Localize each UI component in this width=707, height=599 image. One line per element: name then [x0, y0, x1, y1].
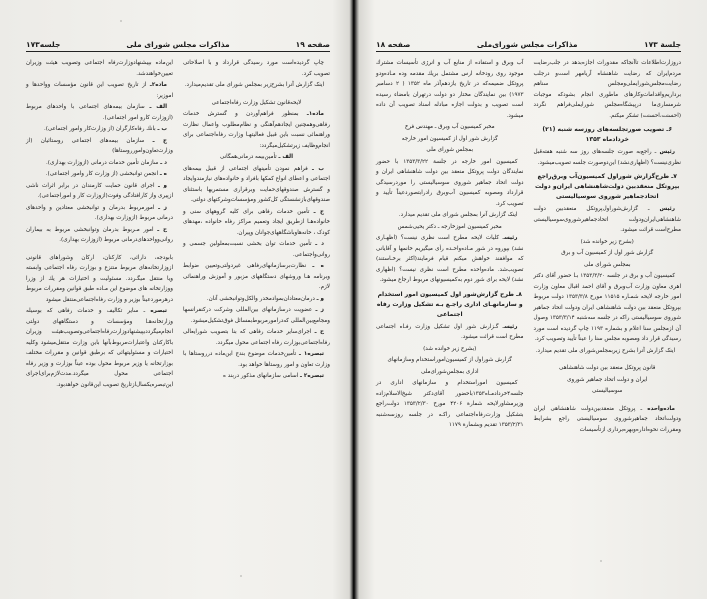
paragraph-text: اسامی سازمانهای مذکور دربند ه	[223, 373, 301, 379]
column-left	[26, 58, 173, 539]
paragraph	[376, 233, 524, 286]
paragraph-text: (بشرح زیر خوانده شد)	[423, 345, 477, 352]
clause-label: ج ـ	[313, 208, 324, 215]
paragraph-text: فراهم نمودن تأمینهای اجتماعی از قبیل بیمه‌های اجتماعی و اعطای انواع کمکها بافراد و خانواده‌های نیازمندوایجاد و گسترش صندوقهای‌حمایت وبرقراری مستمریها باستثنای صندوقهای‌بازنشستگی کل‌کشور ومؤسسات‌وشرکتهای دولتی.	[183, 165, 330, 203]
section-heading	[376, 290, 524, 320]
clause-label: تبصره۱ ـ	[299, 351, 325, 357]
paragraph-text: مخبر کمیسیون آب وبرق ـ مهندس فرخ	[404, 124, 495, 130]
centered-line	[534, 237, 682, 248]
paragraph	[183, 371, 330, 382]
paragraph	[183, 80, 330, 91]
paragraph-text: ـ کلیات لایحه مطرح است نظری نیست؟ (اظهـاری نشد) بپوروه در شور مـاده‌واحـده رأی میگیریم خانمها و آقایانی که موافقند خواهش میکنم قیام فرمایند(اکثر برخـاستند) تصویب‌شد. ماده‌واحده مطرح است نظری نیست؟ (اظهاری نشد) لایحه برای شور دوم به‌کمیسیونهای مربوط ارجاع میشود.	[376, 235, 524, 283]
paragraph	[26, 158, 173, 169]
section-heading	[534, 172, 682, 202]
paragraph-text: گزارش شوراول از کمیسیون‌امور‌استخدام وسازمانهای	[387, 357, 512, 363]
clause-label: ه ـ	[159, 171, 167, 177]
clause-label: و ـ	[157, 182, 167, 189]
paragraph-text: بمنظور فراهم‌آوردن و گسترش خدمات رفاهی‌وهمچنین ایجادهم‌آهنگی و نظام‌مطلوب واعمال نظارت وراهنمائی نسبت باین قبیل فعالیتهـا وزارت رفاه‌اجتماعی برای انجام‌وظایف زیرتشکیل‌میگردد:	[183, 111, 330, 149]
paragraph-text: دروزارت‌اطلاعات تاآنجاکه مقدورات اجازه‌بدهد در جلب‌رضایت مردم‌ایران که رضایت شاهنشاه آریامهر است‌و درجلب رضایت‌مجلس‌شورایملی‌ومجلس سناهم برداریم‌واقدامات‌وکارهای ماطوری انجام بشودکه موجبات شرمساری‌ما درپیشگاه‌مجلس شورایملی‌فراهم نگردد (احسنت،احسنت) تشکر میکنم.	[533, 60, 681, 119]
page-19	[0, 0, 352, 599]
paragraph-text: (بشرح زیر خوانده شد)	[580, 238, 634, 245]
clause-label: و ـ	[316, 295, 324, 302]
paragraph	[183, 305, 330, 326]
centered-line	[376, 367, 524, 378]
paragraph	[534, 346, 682, 357]
clause-label: رئیس	[659, 206, 675, 212]
paragraph-text: اینک گزارش آنرا بشرح زیربمجلس‌شورای ملی تقدیم میدارد.	[535, 347, 675, 354]
paragraph	[183, 164, 330, 206]
clause-label: ماده۱ـ	[306, 111, 324, 117]
paragraph-text: بمجلس شورای ملی	[426, 147, 474, 153]
paragraph	[534, 204, 682, 236]
paragraph	[183, 294, 330, 305]
clause-label: ه ـ	[312, 263, 324, 269]
page-header	[26, 40, 330, 52]
clause-label: ز ـ	[315, 307, 324, 313]
paragraph	[26, 306, 173, 390]
paragraph-text: تأمین‌بیمه درمانی‌همگانی	[219, 154, 279, 160]
clause-label: د ـ	[160, 159, 167, 166]
session-number: جلسة ۱۷۳	[644, 40, 681, 49]
clause-label: الف ـ	[278, 154, 294, 160]
paragraph-text: اداری بمجلس‌شورای‌ملی	[420, 368, 479, 375]
clause-label: ح ـ	[314, 329, 324, 335]
paragraph	[26, 253, 173, 306]
paragraph	[183, 58, 330, 79]
paragraph-text: مخبر کمیسیون اموزخارجه ـ دکتر یحیی‌شمس	[397, 223, 502, 230]
paragraph	[183, 239, 330, 260]
page-header	[376, 40, 681, 52]
paragraph-text: کمیسیون امور خارجه در جلسة ۱۳۵۳/۳/۲۲ با حضور نمایندگان دولت پروتکل منعقد بین دولت شاهنشاهی ایران و دولت اتحاد جماهیر شوروی سوسیالیستی را موردرسیدگی قرارداد ومصوبه کمیسیون آب‌وبرق رادرابتصوردعیناً تأیید و تصویب کرد.	[376, 158, 524, 207]
text-columns	[376, 58, 681, 539]
column-left	[376, 58, 524, 539]
scan-speck	[240, 575, 242, 577]
paragraph	[183, 261, 330, 293]
paragraph-text: امورمربوط بدرمان و توانبخشی معتادین و واحدهای درمانی مربوط (ازوزارت بهداری).	[26, 204, 173, 221]
paragraph-text: کمیسیون آب و برق در جلسه ۱۳۵۳/۳/۲۰ بـا حضور آقای دکتر اهری معاون وزارت آب‌وبرق و آقای احمد اقبال معاون وزارت امور خارجه لایحه شمـاره ۱۱۵۱۵ مورخ ۱۳۵۳/۳/۸ دولت مربوط بپروتکل منعقد بین دولت شاهنشاهی ایران ودولت اتحاد جماهیر شوروی سوسیالیستی راکه در جلسه سه‌شنبه ۱۳۵۳/۳/۱۴ وصول آن ازمجلس سنا اعلام و بشماره ۱۱۹۳ چاپ گردیده است مورد رسیدگی قرار داد ومصوبه مجلس سنا را عیناً تأیید وتصویب کرد.	[533, 273, 682, 342]
paragraph-text: گزارش شور اول از کمیسیون آب و برق	[561, 250, 654, 256]
paragraph-text: ایران و دولت اتحاد جماهیر شوروی	[567, 376, 648, 383]
centered-line	[183, 152, 330, 163]
paragraph-text: ـ گـزارش شور اول تشکیل وزارت رفـاه اجتماعی مطرح است قرائت میشود.	[376, 323, 524, 340]
paragraph-text: عضویت درسازمانهای بین‌المللی وشرکت درکنفرانسها ومجامع‌بین‌المللی که‌درامورمربوط‌بمسائل فوق‌تشکیل‌میشود.	[183, 307, 330, 324]
page-18	[356, 0, 707, 599]
paragraph-text: ـ سایر تکالیف و خدمات رفاهی که بوسیله وزارتخانه‌هـا ومؤسسات و دستگاههای دولتی انجام‌میگرددبپیشنهادوزارت‌رفاه‌اجتماعی‌وتصویب‌هیئت وزیران باکارکنان واعتبارات‌مربوط‌بآنها باین وزارت منتقل‌میشود وکلیه اختیارات و مسئولیتهائی که برطبق قوانین و مقررات مختلف بوزارتخانه یا وزیر مربوط محول بوده عیناً بوزارت و وزیر رفاه اجتماعی محول میگردد.مدت‌لازم‌برای‌اجرای این‌تبصره‌یکسال‌ازتاریخ تصویب این‌قانون خواهدبود.	[26, 308, 173, 388]
centered-line	[534, 248, 682, 259]
clause-label: د ـ	[315, 241, 324, 247]
centered-line	[534, 375, 682, 386]
centered-line	[534, 260, 682, 271]
paragraph	[376, 157, 524, 210]
paragraph-text: سازمان بیمه‌های اجتماعی با واحدهای مربوط (ازوزارت کارو امور اجتماعی).	[26, 104, 173, 121]
clause-label: رئیس	[659, 149, 675, 155]
paragraph	[26, 225, 173, 246]
paragraph-text: اجرای‌سایر خدمات رفاهی که بنا بتصویب شورایعالی رفاه‌اجتماعی‌بوزارت رفاه اجتماعی محول میگردد.	[183, 329, 330, 346]
clause-label: ب ـ	[312, 165, 325, 172]
centered-line	[534, 386, 682, 397]
paragraph	[183, 109, 330, 151]
paragraph	[26, 58, 173, 79]
section-heading	[534, 125, 682, 145]
centered-line	[183, 98, 330, 109]
clause-label: ماده‌واحده	[647, 405, 675, 412]
page-number: صفحه ۱۸	[376, 40, 411, 49]
paragraph	[26, 181, 173, 202]
running-title: مذاکرات مجلس شورای ملی	[126, 40, 230, 49]
paragraph	[376, 322, 524, 343]
clause-label: رئیس	[504, 235, 518, 241]
paragraph-text: ـ گزارش‌شوراول‌پروتکل منعقدبین دولت شاهنشاهی‌ایران‌ودولت اتحادجماهیرشوروی‌سوسیالیستی مطرح‌است قرائت میشود.	[533, 206, 681, 233]
paragraph-text: امور مـربوط بدرمان وتوانبخشی مربوط به بیماران روانی‌وواحدهای‌درمانی مربوط (ازوزارت بهداری).	[26, 226, 173, 243]
paragraph	[376, 378, 524, 431]
paragraph-text: این‌ماده بپیشنهادوزارت‌رفاه اجتماعی وتصویب هیئت وزیران تعیین‌خواهندشد.	[26, 60, 173, 77]
centered-line	[376, 222, 524, 233]
scan-speck	[600, 560, 602, 562]
paragraph-text: گزارش شور اول از کمیسیون امور خارجه	[401, 135, 498, 142]
paragraph-text: کمیسیون اموراستخدام و سازمانهای اداری در جلسه۴خردادمـاه۱۳۵۳باحضور آقای‌دکتر شیخ‌الاسلام‌زاده وزیرمشاورلایحه شمارة ۴۲۰۶ مورخ ۱۳۵۳/۲/۳۰ دولت‌راجع بتشکیل وزارت‌رفاه‌اجتماعی راکـه در جلسه روزسه‌شنبه ۱۳۵۳/۲/۳۱ تقدیم وبشمارة ۱۱۷۹	[376, 380, 524, 428]
clause-label: ج ـ	[152, 137, 167, 144]
paragraph-text: اجرای قانون حمایت کارمندان در برابر اثرات ناشی ازپیری واز کارافتادگی وفوت(ازوزارت کار و اموراجتماعی).	[26, 182, 173, 199]
clause-label: ماده۲ـ	[149, 82, 167, 88]
paragraph-text: بمجلس شورای ملی	[583, 261, 631, 268]
clause-label: ب ـ	[157, 126, 167, 132]
column-right	[183, 58, 330, 539]
paragraph-text: لایحه‌قانون تشکیل وزارت رفاه‌اجتماعی	[211, 99, 302, 106]
paragraph	[376, 58, 524, 121]
paragraph-text: سازمان تأمین خدمات درمانی (ازوزارت بهداری).	[45, 159, 161, 166]
centered-line	[376, 134, 524, 145]
centered-line	[376, 122, 524, 133]
paragraph-text: سوسیالیستی	[592, 388, 623, 394]
clause-label: ز ـ	[158, 204, 167, 211]
clause-label: ح ـ	[157, 226, 167, 233]
centered-line	[534, 363, 682, 374]
paragraph	[26, 80, 173, 101]
paragraph-text: ۷ـ طرح‌گزارش شوراول کمیسیون‌آب وبرق‌راجع بپروتکل منعقدبین دولت‌شاهنشاهی ایران‌و دولت اتحادجماهیر شوروی سوسیالیستی	[535, 173, 680, 200]
paragraph	[26, 102, 173, 123]
paragraph-text: نظارت‌برسازمانهای‌رفاهی غیردولتی‌وتعیین ضوابط وبرنامه هـا وروشهای دستگاههای مزبور و آموزش وراهنمائی لازم.	[183, 263, 330, 290]
paragraph	[26, 203, 173, 224]
clause-label: تبصره۲ ـ	[300, 373, 324, 379]
paragraph-text: بانك رفاه‌کارگران (از وزارت‌کار وامور اجتماعی).	[43, 126, 158, 132]
running-title: مذاکرات مجلس شورای‌ملی	[476, 40, 578, 49]
paragraph-text: چاپ گردیده‌است مورد رسیدگی قرارداد و با اصلاحاتی تصویب کرد.	[183, 60, 330, 77]
column-right	[534, 58, 682, 539]
paragraph	[183, 349, 330, 370]
paragraph-text: تأمین خدمات رفاهی برای کلیه گروههای سنی و خانواده‌هـا ازطریق ایجاد وتعمیم مراکز رفاه خانواده ،مهدهای کودک ، خانه‌هاوباشگاههای‌جوانان وپیران.	[183, 208, 330, 236]
paragraph-text: درمان‌معتادان‌بموادمخدر والکل‌وتوانبخشی آنان.	[206, 295, 317, 302]
paragraph	[534, 271, 682, 345]
paragraph	[534, 147, 682, 168]
paragraph-text: اینک گزارش آنرا بشرح‌زیر بمجلس شورای ملی تقدیم‌میدارد.	[184, 82, 324, 88]
page-number: صفحه ۱۹	[295, 40, 330, 49]
clause-label: رئیس	[504, 323, 518, 330]
session-number: جلسه۱۷۳	[26, 40, 61, 49]
paragraph-text: انجمن توانبخشی (از وزارت کار وامور اجتماعی).	[45, 171, 160, 177]
paragraph-text: ۶ـ تصویب صورتجلسه‌های روزسه شنبه (۲۱) خردادماه ۱۳۵۳	[542, 126, 673, 143]
paragraph-text: قانون پروتکل منعقد بین دولت شاهنشاهی	[559, 365, 656, 371]
paragraph-text: از تاریخ تصویب این قانون مؤسسات وواحدها و اموزیر:	[26, 82, 173, 99]
paragraph-text: ۸ـ طرح گزارش‌شور اول کمیسیون امور استخدام و سازمانهـای اداری راجـع بـه تشکیل وزارت رفاه اجتماعی	[376, 290, 523, 318]
paragraph	[183, 207, 330, 239]
centered-line	[376, 145, 524, 156]
centered-line	[376, 344, 524, 355]
paragraph	[26, 169, 173, 180]
clause-label: تبصره	[150, 308, 167, 314]
paragraph	[26, 136, 173, 157]
paragraph-text: ـ پروتکل منعقدبین‌دولت شاهنشاهی ایران ودولت‌اتحاد جماهیرشوروی سوسیالیستی راجع بشرایط ومقررات نحوه‌اداره‌وبهره‌برداری ازتأسیسات	[533, 405, 681, 433]
scan-speck	[120, 20, 122, 22]
paragraph-text: بابودجه، دارائی، کارکنان، ارکان وشوراهای قانونی ازوزارتخانه‌های مربوط منتزع و بوزارت رفاه اجتماعی وابسته ویا منتقل میگـردد. مسئولیت و اختیارات هر یك از وزرا ووزارتخانه های موضوع این مـاده طبق قوانین ومقررات مربوط درهرموردعیناً بوزیر و وزارت رفاه‌اجتماعی‌منتقل میشود	[26, 254, 173, 303]
text-columns	[26, 58, 330, 539]
paragraph-text: سازمان بیمه‌های اجتماعی روستائیان (از وزارت‌تعاون‌وامورروستاها)	[26, 137, 173, 154]
clause-label: الف ـ	[149, 104, 167, 110]
paragraph-text: آب وبرق و استفاده از منابع آب و انرژی تأسیسات مشترك موجود روی رودخانه ارس مشتمل بریك مقدمه وده مـاده‌ودو پروتکل ضمیمه‌که در تاریخ یازدهم‌آذر ماه ۱۳۵۲ ( ۲ دسامبر ۱۹۷۳) بین نمایندگان مختار دو دولت درتهران بامضاء رسیده است تصویب و بدولت اجازه مبادله اسناد تصویب آن داده میشود.	[376, 60, 524, 119]
paragraph-text: تأمین‌خدمات موضوع بندج این‌ماده درروستاها با وزارت تعاون و امور روستاها خواهد بود.	[183, 351, 330, 368]
paragraph	[534, 404, 682, 436]
paragraph-text: تأمین خدمات توان بخشی نسبت‌بمعلولین جسمی و روانی‌واجتماعی.	[183, 241, 330, 258]
paragraph-text: ـ راجع‌به صورت جلسه‌های روز سه شنبه هفته‌قبل نظری‌نیست؟ (اظهاری‌نشد) این‌دوصورت جلسه تصویب‌میشود.	[533, 149, 681, 166]
paragraph	[183, 327, 330, 348]
paragraph-text: اینک گزارش آنرا بمجلس شورای ملی تقدیم میدارد.	[398, 212, 518, 218]
centered-line	[376, 355, 524, 366]
paragraph	[534, 58, 682, 121]
paragraph	[26, 124, 173, 135]
paragraph	[376, 210, 524, 221]
